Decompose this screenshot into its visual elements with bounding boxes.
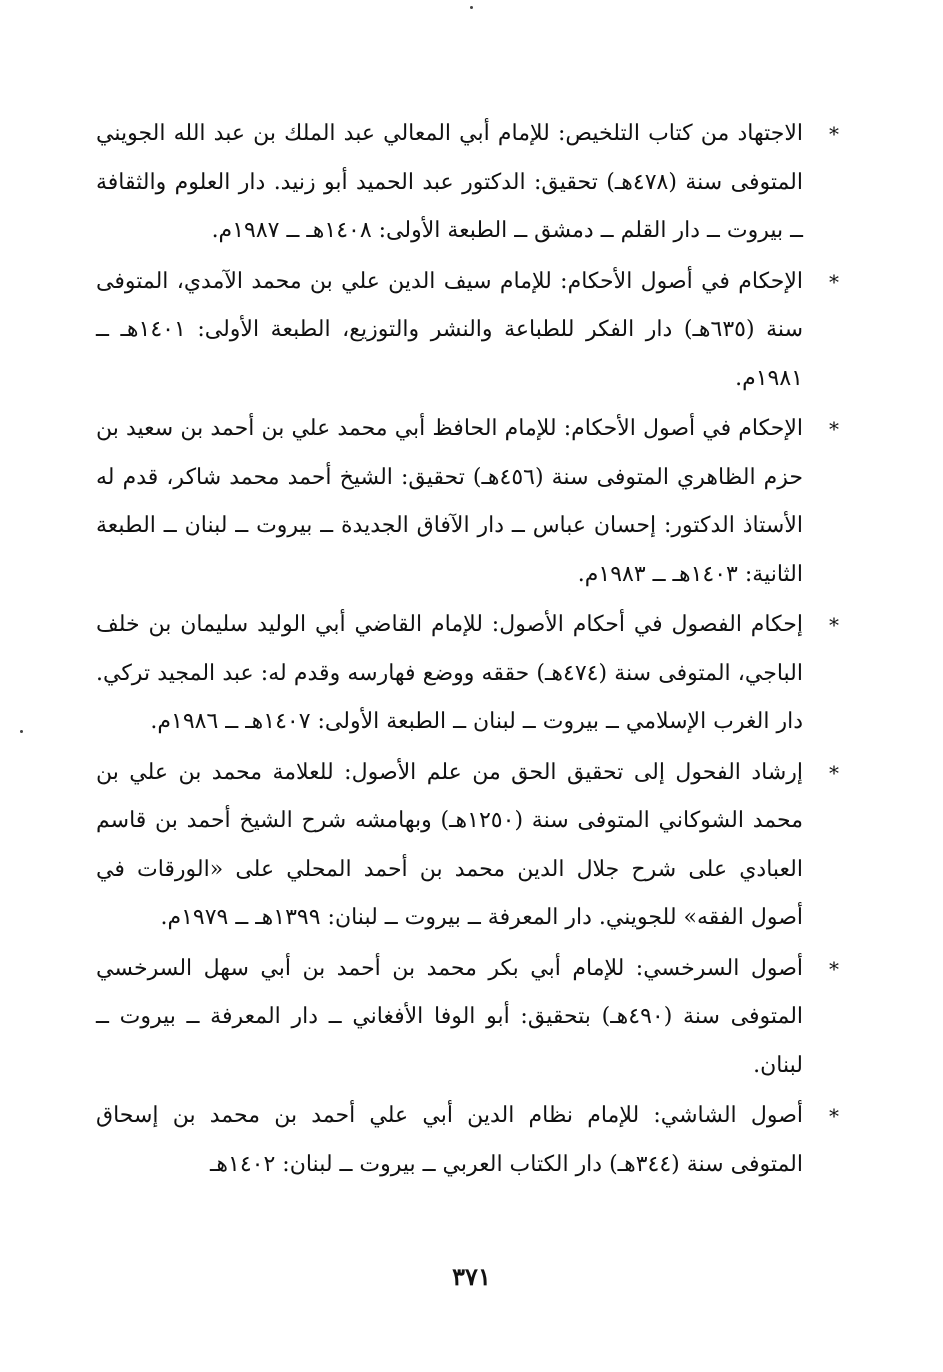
bibliography-entry	[96, 110, 841, 256]
entry-text: الإحكام في أصول الأحكام: للإمام الحافظ أبي محمد علي بن أحمد بن سعيد بن حزم الظاهري المتوفى سنة (٤٥٦هـ) تحقيق: الشيخ أحمد محمد شاكر، قدم له الأستاذ الدكتور: إحسان عباس ــ دار الآفاق الجديدة ــ بيروت ــ لبنان ــ الطبعة الثانية: ١٤٠٣هـ ــ ١٩٨٣م.	[96, 416, 803, 587]
scan-speck	[470, 6, 473, 9]
asterisk-bullet-icon: *	[829, 1104, 839, 1128]
entry-text: أصول السرخسي: للإمام أبي بكر محمد بن أحمد بن أبي سهل السرخسي المتوفى سنة (٤٩٠هـ) بتحقيق: أبو الوفا الأفغاني ــ دار المعرفة ــ بيروت ــ لبنان.	[96, 955, 804, 1078]
entry-text: الإحكام في أصول الأحكام: للإمام سيف الدين علي بن محمد الآمدي، المتوفى سنة (٦٣٥هـ) دار الفكر للطباعة والنشر والتوزيع، الطبعة الأولى: ١٤٠١هـ ــ ١٩٨١م.	[96, 268, 804, 391]
bibliography-entry	[96, 258, 841, 404]
bibliography-entry	[96, 405, 841, 599]
asterisk-bullet-icon: *	[829, 956, 839, 981]
bibliography-list	[96, 110, 841, 1189]
entry-text: إرشاد الفحول إلى تحقيق الحق من علم الأصول: للعلامة محمد بن علي بن محمد الشوكاني المتوفى سنة (١٢٥٠هـ) وبهامشه شرح الشيخ أحمد بن قاسم العبادي على شرح جلال الدين محمد بن أحمد المحلي على «الورقات في أصول الفقه» للجويني. دار المعرفة ــ بيروت ــ لبنان: ١٣٩٩هـ ــ ١٩٧٩م.	[96, 759, 803, 930]
page-number: ٣٧١	[452, 1262, 491, 1291]
asterisk-bullet-icon: *	[829, 613, 839, 637]
bibliography-entry	[96, 945, 841, 1091]
asterisk-bullet-icon: *	[829, 122, 839, 146]
bibliography-entry	[96, 1092, 841, 1189]
asterisk-bullet-icon: *	[829, 760, 839, 785]
bibliography-entry	[96, 749, 841, 943]
entry-text: الاجتهاد من كتاب التلخيص: للإمام أبي المعالي عبد الملك بن عبد الله الجويني المتوفى سنة (٤٧٨هـ) تحقيق: الدكتور عبد الحميد أبو زنيد. دار العلوم والثقافة ــ بيروت ــ دار القلم ــ دمشق ــ الطبعة الأولى: ١٤٠٨هـ ــ ١٩٨٧م.	[96, 121, 803, 243]
bibliography-entry	[96, 601, 841, 747]
entry-text: أصول الشاشي: للإمام نظام الدين أبي علي أحمد بن محمد بن إسحاق المتوفى سنة (٣٤٤هـ) دار الكتاب العربي ــ بيروت ــ لبنان: ١٤٠٢هـ	[96, 1103, 803, 1177]
entry-text: إحكام الفصول في أحكام الأصول: للإمام القاضي أبي الوليد سليمان بن خلف الباجي، المتوفى سنة (٤٧٤هـ) حققه ووضع فهارسه وقدم له: عبد المجيد تركي. دار الغرب الإسلامي ــ بيروت ــ لبنان ــ الطبعة الأولى: ١٤٠٧هـ ــ ١٩٨٦م.	[96, 612, 803, 734]
scan-speck	[20, 730, 23, 733]
asterisk-bullet-icon: *	[829, 269, 839, 294]
asterisk-bullet-icon: *	[829, 417, 839, 441]
